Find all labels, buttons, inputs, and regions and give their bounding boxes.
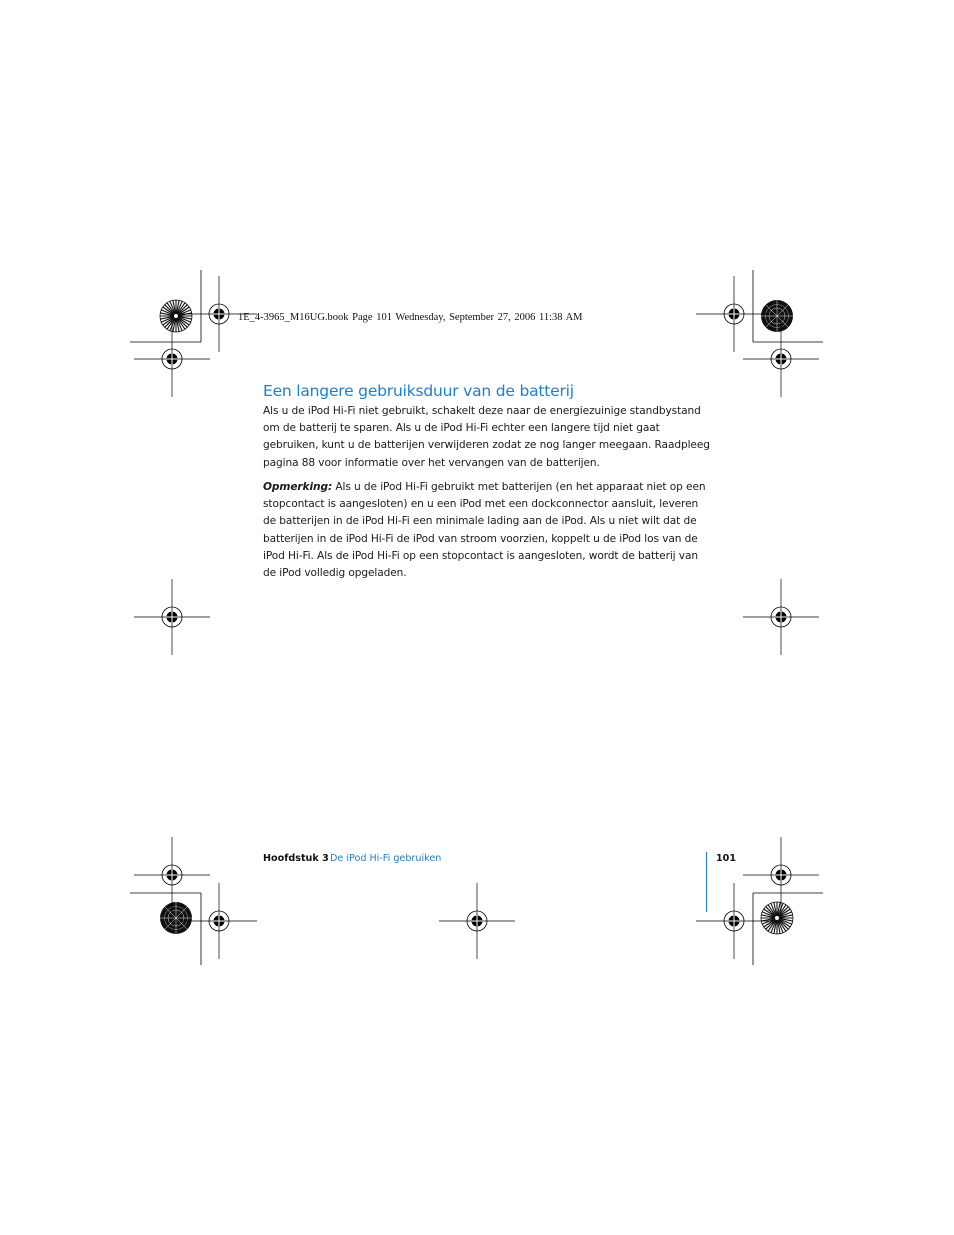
registration-star-top-right — [761, 300, 793, 332]
registration-target — [134, 579, 210, 655]
registration-target — [743, 837, 819, 913]
registration-target — [696, 883, 772, 959]
footer-chapter-title: De iPod Hi-Fi gebruiken — [330, 853, 442, 864]
note-text: Als u de iPod Hi-Fi gebruikt met batterijen (en het apparaat niet op een stopcontact is aangesloten) en u een iPod met een dockconnector aansluit, leveren de batterijen in de iPod Hi-Fi een minimale lading aan de iPod. Als u niet wilt dat de batterijen in de iPod Hi-Fi de iPod van stroom voorzien, koppelt u de iPod los van de iPod Hi-Fi. Als de iPod Hi-Fi op een stopcontact is aangesloten, wordt de batterij van de iPod volledig opgeladen. — [263, 481, 706, 580]
registration-star-top-left — [160, 300, 192, 332]
registration-target — [134, 837, 210, 913]
registration-target — [134, 321, 210, 397]
note-paragraph — [263, 479, 713, 582]
registration-target — [181, 883, 257, 959]
print-slug-line: 1E_4-3965_M16UG.book Page 101 Wednesday, September 27, 2006 11:38 AM — [238, 312, 583, 323]
body-paragraph: Als u de iPod Hi-Fi niet gebruikt, schakelt deze naar de energiezuinige standbystand om de batterij te sparen. Als u de iPod Hi-Fi echter een langere tijd niet gaat gebruiken, kunt u de batterijen verwijderen zodat ze nog langer meegaan. Raadpleeg pagina 88 voor informatie over het vervangen van de batterijen. — [263, 405, 710, 469]
section-heading: Een langere gebruiksduur van de batterij — [263, 382, 574, 400]
footer-chapter-label: Hoofdstuk 3 — [263, 853, 329, 864]
registration-star-bottom-right — [761, 902, 793, 934]
footer-divider — [706, 852, 707, 912]
registration-target — [439, 883, 515, 959]
page-number: 101 — [716, 853, 737, 864]
registration-star-bottom-left — [160, 902, 192, 934]
registration-target — [696, 276, 772, 352]
registration-target — [743, 579, 819, 655]
note-label: Opmerking: — [263, 481, 333, 493]
registration-target — [743, 321, 819, 397]
